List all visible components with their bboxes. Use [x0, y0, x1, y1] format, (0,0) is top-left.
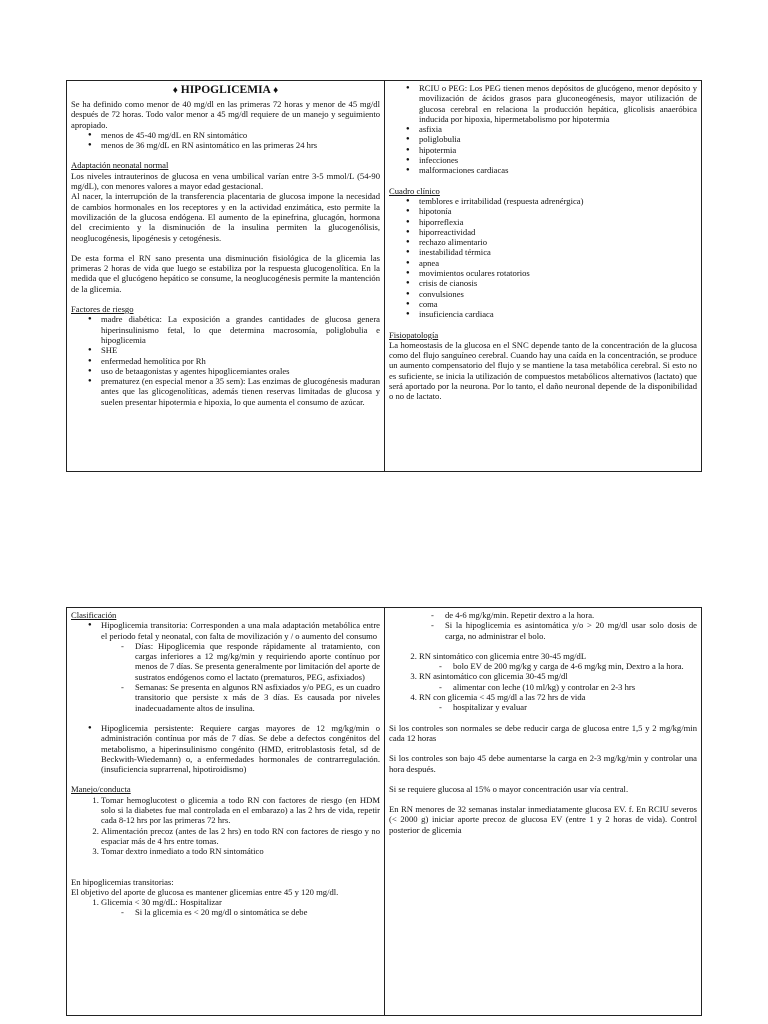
list-item: ● hipotermia [419, 145, 697, 155]
list-item: ● malformaciones cardiacas [419, 165, 697, 175]
list-item: ● hiporreactividad [419, 227, 697, 237]
document-table-page-2 [66, 607, 702, 1016]
sub-list-continued [389, 610, 697, 641]
paragraph: Si los controles son bajo 45 debe aumentarse la carga en 2-3 mg/kg/min y controlar una hora después. [389, 753, 697, 774]
list-item: 2. Alimentación precoz (antes de las 2 hrs) en todo RN con factores de riesgo y no espaciar más de 4 hrs entre tomas. [101, 826, 380, 847]
left-column [67, 81, 385, 471]
management-list [71, 795, 380, 857]
list-item: ● movimientos oculares rotatorios [419, 268, 697, 278]
sub-list-item: - Semanas: Se presenta en algunos RN asfixiados y/o PEG, es un cuadro transitorio que persiste x más de 3 días. Es causada por niveles inadecuadamente altos de insulina. [135, 682, 380, 713]
paragraph: Al nacer, la interrupción de la transferencia placentaria de glucosa impone la necesidad de cambios hormonales en los receptores y en la actividad enzimática, esto permite la movilización de la glucosa endógena. El aumento de la epinefrina, glucagón, hormona del crecimiento y la disminución de la insulina permiten la glucogenólisis, neoglucogénesis, lipogénesis y cetogénesis. [71, 191, 380, 243]
sub-list-item: - Si la glicemia es < 20 mg/dl o sintomática se debe [135, 907, 380, 917]
sub-list [419, 702, 697, 712]
document-table-page-1 [66, 80, 702, 472]
list-item: ● poliglobulia [419, 134, 697, 144]
diamond-icon: ♦ [273, 85, 279, 96]
intro-paragraph: Se ha definido como menor de 40 mg/dl en las primeras 72 horas y menor de 45 mg/dl después de 72 horas. Todo valor menor a 45 mg/dl requiere de un manejo y seguimiento apropiado. [71, 99, 380, 130]
list-item: ● uso de betaagonistas y agentes hipoglicemiantes orales [101, 366, 380, 376]
sub-list [101, 907, 380, 917]
classification-list [71, 620, 380, 713]
paragraph: Si se requiere glucosa al 15% o mayor concentración usar vía central. [389, 783, 629, 794]
list-item: 3. Tomar dextro inmediato a todo RN sintomático [101, 846, 380, 856]
paragraph: En RN menores de 32 semanas instalar inmediatamente glucosa EV. f. En RCIU severos (< 2000 g) iniciar aporte precoz de glucosa EV (entre 1 y 2 horas de vida). Control posterior de glicemia [389, 804, 697, 835]
paragraph: El objetivo del aporte de glucosa es mantener glicemias entre 45 y 120 mg/dl. [71, 886, 339, 897]
list-item: 2. RN sintomático con glicemia entre 30-45 mg/dL - bolo EV de 200 mg/kg y carga de 4-6 mg/kg min, Dextro a la hora. [419, 651, 697, 672]
list-item: ● enfermedad hemolítica por Rh [101, 356, 380, 366]
section-heading: Factores de riesgo [71, 304, 134, 315]
list-item: ● SHE [101, 345, 380, 355]
list-item: ● asfixia [419, 124, 697, 134]
list-item: ● Hipoglicemia transitoria: Corresponden a una mala adaptación metabólica entre el periodo fetal y neonatal, con falta de movilización y / o aumento del consumo - Días: Hipoglicemia que responde rápidamente al tratamiento, con cargas inferiores a 12 mg/kg/min y requiriendo aporte contínuo por menos de 7 días. Se presenta generalmente por limitación del aporte de sustratos endógenos como el lactato (prematuros, PEG, asfixiados) - Semanas: Se presenta en algunos RN asfixiados y/o PEG, es un cuadro transitorio que persiste x más de 3 días. Es causada por niveles inadecuadamente altos de insulina. [101, 620, 380, 713]
list-item: ● apnea [419, 258, 697, 268]
list-item: ● menos de 45-40 mg/dL en RN sintomático [101, 130, 380, 140]
list-item: ● hipotonía [419, 206, 697, 216]
glycemia-list [71, 897, 380, 918]
list-item: ● crisis de cianosis [419, 278, 697, 288]
sub-list-item: - hospitalizar y evaluar [453, 702, 697, 712]
section-heading: Manejo/conducta [71, 784, 131, 795]
right-column [385, 81, 701, 471]
section-heading: Adaptación neonatal normal [71, 160, 169, 171]
sub-list-item: - Si la hipoglicemia es asintomática y/o > 20 mg/dl usar solo dosis de carga, no administrar el bolo. [445, 620, 697, 641]
classification-list [71, 723, 380, 774]
document-title [71, 84, 380, 97]
list-item: ● menos de 36 mg/dL en RN asintomático en las primeras 24 hrs [101, 140, 380, 150]
risk-factor-list-continued [389, 83, 697, 176]
risk-factor-list [71, 314, 380, 407]
section-heading: Clasificación [71, 610, 117, 620]
diamond-icon: ♦ [172, 85, 178, 96]
right-column [385, 608, 701, 1015]
list-item: ● convulsiones [419, 289, 697, 299]
list-item: ● temblores e irritabilidad (respuesta adrenérgica) [419, 196, 697, 206]
list-item: ● Hipoglicemia persistente: Requiere cargas mayores de 12 mg/kg/min o administración contínua por más de 7 días. Se debe a defectos congénitos del metabolismo, a hiperinsulinismo congénito (HMD, eritroblastosis fetal, sd de Beckwith-Wiedemann) o, a enfermedades hormonales de contrarregulación. (insuficiencia suprarrenal, hipotiroidismo) [101, 723, 380, 774]
paragraph: En hipoglicemias transitorias: [71, 876, 174, 887]
paragraph: Los niveles intrauterinos de glucosa en vena umbilical varían entre 3-5 mmol/L (54-90 mg/dL), con menores valores a mayor edad gestacional. [71, 170, 380, 192]
paragraph: La homeostasis de la glucosa en el SNC depende tanto de la concentración de la glucosa como del flujo sanguíneo cerebral. Cuando hay una caída en la concentración, se produce un aumento compensatorio del flujo y se mantiene la tasa metabólica cerebral. Si esto no es suficiente, se inicia la utilización de compuestos metabólicos alternativos (lactato) que será aportado por la neurona. Por lo tanto, el daño neuronal depende de la disponibilidad o no de lactato. [389, 339, 697, 402]
list-item: ● insuficiencia cardiaca [419, 309, 697, 319]
left-column [67, 608, 385, 1015]
list-item: ● hiporreflexia [419, 217, 697, 227]
glycemia-list-continued [389, 651, 697, 713]
section-heading: Fisiopatología [389, 329, 439, 340]
list-item: 3. RN asintomático con glicemia 30-45 mg/dl - alimentar con leche (10 ml/kg) y controlar en 2-3 hrs [419, 671, 697, 692]
list-item: ● coma [419, 299, 697, 309]
list-item: ● RCIU o PEG: Los PEG tienen menos depósitos de glucógeno, menor depósito y movilización de ácidos grasos para gluconeogénesis, mayor utilización de glucosa cerebral en relaciona la producción hepática, glicolisis anaeróbica inducida por hipoxia, hipermetabolismo por hipotermia [419, 83, 697, 124]
sub-list [101, 641, 380, 713]
sub-list-item: - de 4-6 mg/kg/min. Repetir dextro a la hora. [445, 610, 697, 620]
title-text: HIPOGLICEMIA [180, 84, 271, 96]
list-item: ● prematurez (en especial menor a 35 sem): Las enzimas de glucogénesis maduran antes que las glicogenolíticas, además tienen reservas limitadas de glucosa y suelen presentar hipotermia e hipoxia, lo que aumenta el consumo de azúcar. [101, 376, 380, 407]
sub-list-item: - alimentar con leche (10 ml/kg) y controlar en 2-3 hrs [453, 682, 697, 692]
list-item: 1. Glicemia < 30 mg/dL: Hospitalizar - Si la glicemia es < 20 mg/dl o sintomática se debe [101, 897, 380, 918]
sub-list-item: - bolo EV de 200 mg/kg y carga de 4-6 mg/kg min, Dextro a la hora. [453, 661, 697, 671]
sub-list [419, 661, 697, 671]
paragraph: Si los controles son normales se debe reducir carga de glucosa entre 1,5 y 2 mg/kg/min cada 12 horas [389, 722, 697, 743]
sub-list-item: - Días: Hipoglicemia que responde rápidamente al tratamiento, con cargas inferiores a 12 mg/kg/min y requiriendo aporte contínuo por menos de 7 días. Se presenta generalmente por limitación del aporte de sustratos endógenos como el lactato (prematuros, PEG, asfixiados) [135, 641, 380, 682]
list-item: ● infecciones [419, 155, 697, 165]
paragraph: De esta forma el RN sano presenta una disminución fisiológica de la glicemia las primeras 2 horas de vida que luego se estabiliza por la respuesta glucogenolítica. En la medida que el glucógeno hepático se consume, la neoglucogénesis permite la mantención de la glicemia. [71, 252, 380, 294]
section-heading: Cuadro clínico [389, 185, 440, 196]
sub-list [419, 682, 697, 692]
intro-list [71, 130, 380, 151]
list-item: ● madre diabética: La exposición a grandes cantidades de glucosa genera hiperinsulinismo fetal, lo que determina macrosomía, poliglobulia e hipoglicemia [101, 314, 380, 345]
symptom-list [389, 196, 697, 320]
list-item: ● rechazo alimentario [419, 237, 697, 247]
list-item: 1. Tomar hemoglucotest o glicemia a todo RN con factores de riesgo (en HDM solo si la diabetes fue mal controlada en el embarazo) a las 2 hrs de vida, repetir cada 8-12 hrs por las primeras 72 hrs. [101, 795, 380, 826]
list-item: 4. RN con glicemia < 45 mg/dl a las 72 hrs de vida - hospitalizar y evaluar [419, 692, 697, 713]
list-item: ● inestabilidad térmica [419, 247, 697, 257]
